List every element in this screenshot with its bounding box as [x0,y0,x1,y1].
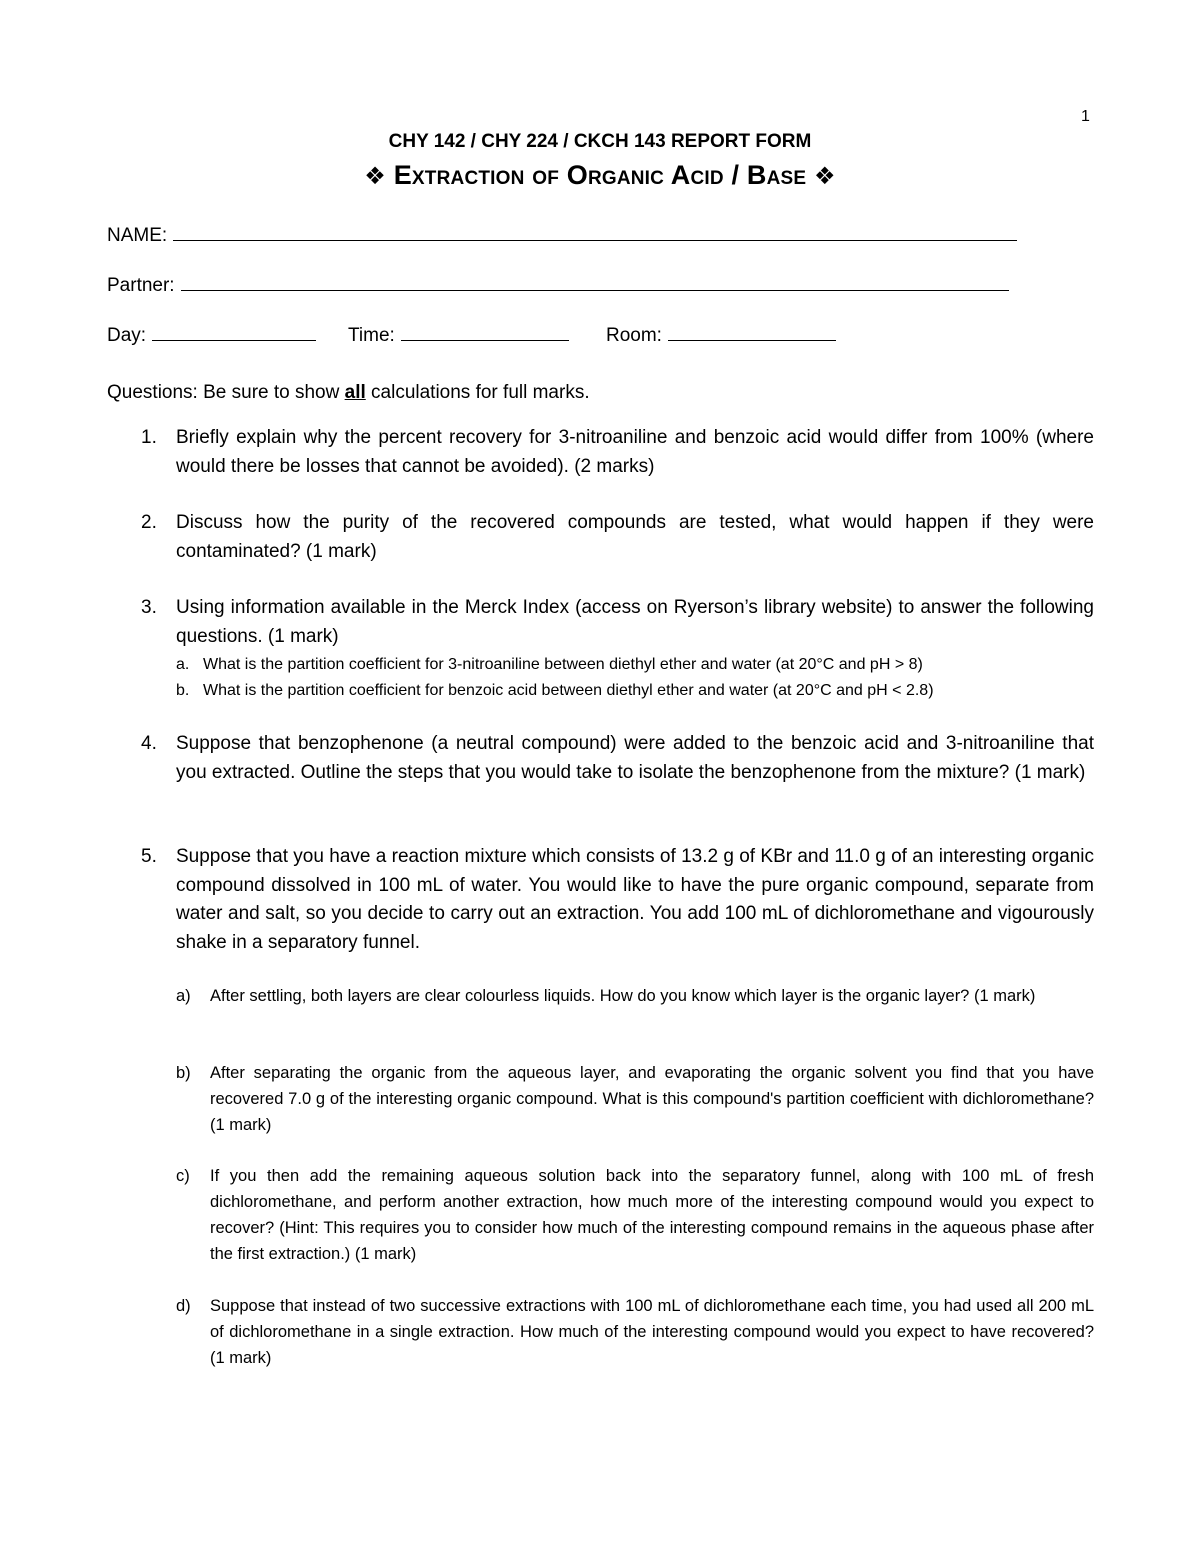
question-number: 2. [141,512,157,533]
question-3 [141,594,1094,651]
diamond-ornament-icon: ❖ [364,163,387,190]
part-letter: a. [176,656,190,673]
question-5b [176,1060,1094,1138]
question-text: Suppose that you have a reaction mixture which consists of 13.2 g of KBr and 11.0 g of an interesting organic compound dissolved in 100 mL of water. You would like to have the pure organic compound, separate from water and salt, so you decide to carry out an extraction. You add 100 mL of dichloromethane and vigourously shake in a separatory funnel. [176,846,1094,953]
day-field [107,322,316,348]
day-label: Day: [107,325,147,346]
name-label: NAME: [107,225,168,246]
time-label: Time: [348,325,395,346]
question-number: 4. [141,733,157,754]
question-3a [176,652,1096,677]
day-blank-line[interactable] [152,322,316,341]
part-letter: c) [176,1167,190,1185]
question-4 [141,730,1094,787]
question-3b [176,678,1096,703]
time-field [348,322,569,348]
part-text: Suppose that instead of two successive extractions with 100 mL of dichloromethane each time, you had used all 200 mL of dichloromethane in a single extraction. How much of the interesting compound would you expect to have recovered? (1 mark) [210,1297,1094,1367]
room-label: Room: [606,325,662,346]
question-number: 5. [141,846,157,867]
question-number: 3. [141,597,157,618]
partner-field [107,272,1009,298]
part-text: What is the partition coefficient for benzoic acid between diethyl ether and water (at 20°C and pH < 2.8) [203,682,934,699]
part-letter: b) [176,1064,191,1082]
question-5d [176,1293,1094,1371]
instructions-emphasis: all [344,382,366,403]
part-text: After settling, both layers are clear colourless liquids. How do you know which layer is the organic layer? (1 mark) [210,987,1036,1005]
question-text: Suppose that benzophenone (a neutral compound) were added to the benzoic acid and 3-nitroaniline that you extracted. Outline the steps that you would take to isolate the benzophenone from the mixture? (1 mark) [176,733,1094,783]
instructions-text: Questions: Be sure to show [107,382,345,403]
question-text: Briefly explain why the percent recovery for 3-nitroaniline and benzoic acid would differ from 100% (where would there be losses that cannot be avoided). (2 marks) [176,427,1094,477]
question-1 [141,424,1094,481]
question-5a [176,983,1094,1009]
part-letter: b. [176,682,190,699]
partner-blank-line[interactable] [181,272,1009,291]
part-text: What is the partition coefficient for 3-nitroaniline between diethyl ether and water (at 20°C and pH > 8) [203,656,923,673]
name-blank-line[interactable] [173,222,1017,241]
question-2 [141,509,1094,566]
room-field [606,322,836,348]
instructions-text: calculations for full marks. [365,382,590,403]
part-text: After separating the organic from the aqueous layer, and evaporating the organic solvent you find that you have recovered 7.0 g of the interesting organic compound. What is this compound's partition coefficient with dichloromethane? (1 mark) [210,1064,1094,1134]
page-number: 1 [1081,108,1090,125]
title-text: Extraction of Organic Acid / Base [393,160,807,190]
part-letter: d) [176,1297,191,1315]
page-title [0,160,1200,191]
room-blank-line[interactable] [668,322,836,341]
question-text: Using information available in the Merck Index (access on Ryerson’s library website) to answer the following questions. (1 mark) [176,597,1094,647]
question-5c [176,1163,1094,1267]
question-5 [141,843,1094,957]
diamond-ornament-icon: ❖ [813,163,836,190]
question-text: Discuss how the purity of the recovered compounds are tested, what would happen if they were contaminated? (1 mark) [176,512,1094,562]
instructions [107,382,590,404]
part-letter: a) [176,987,191,1005]
partner-label: Partner: [107,275,175,296]
time-blank-line[interactable] [401,322,569,341]
part-text: If you then add the remaining aqueous solution back into the separatory funnel, along with 100 mL of fresh dichloromethane, and perform another extraction, how much more of the interesting compound would you expect to recover? (Hint: This requires you to consider how much of the interesting compound remains in the aqueous phase after the first extraction.) (1 mark) [210,1167,1094,1263]
name-field [107,222,1017,248]
question-number: 1. [141,427,157,448]
course-title: CHY 142 / CHY 224 / CKCH 143 REPORT FORM [388,131,812,152]
